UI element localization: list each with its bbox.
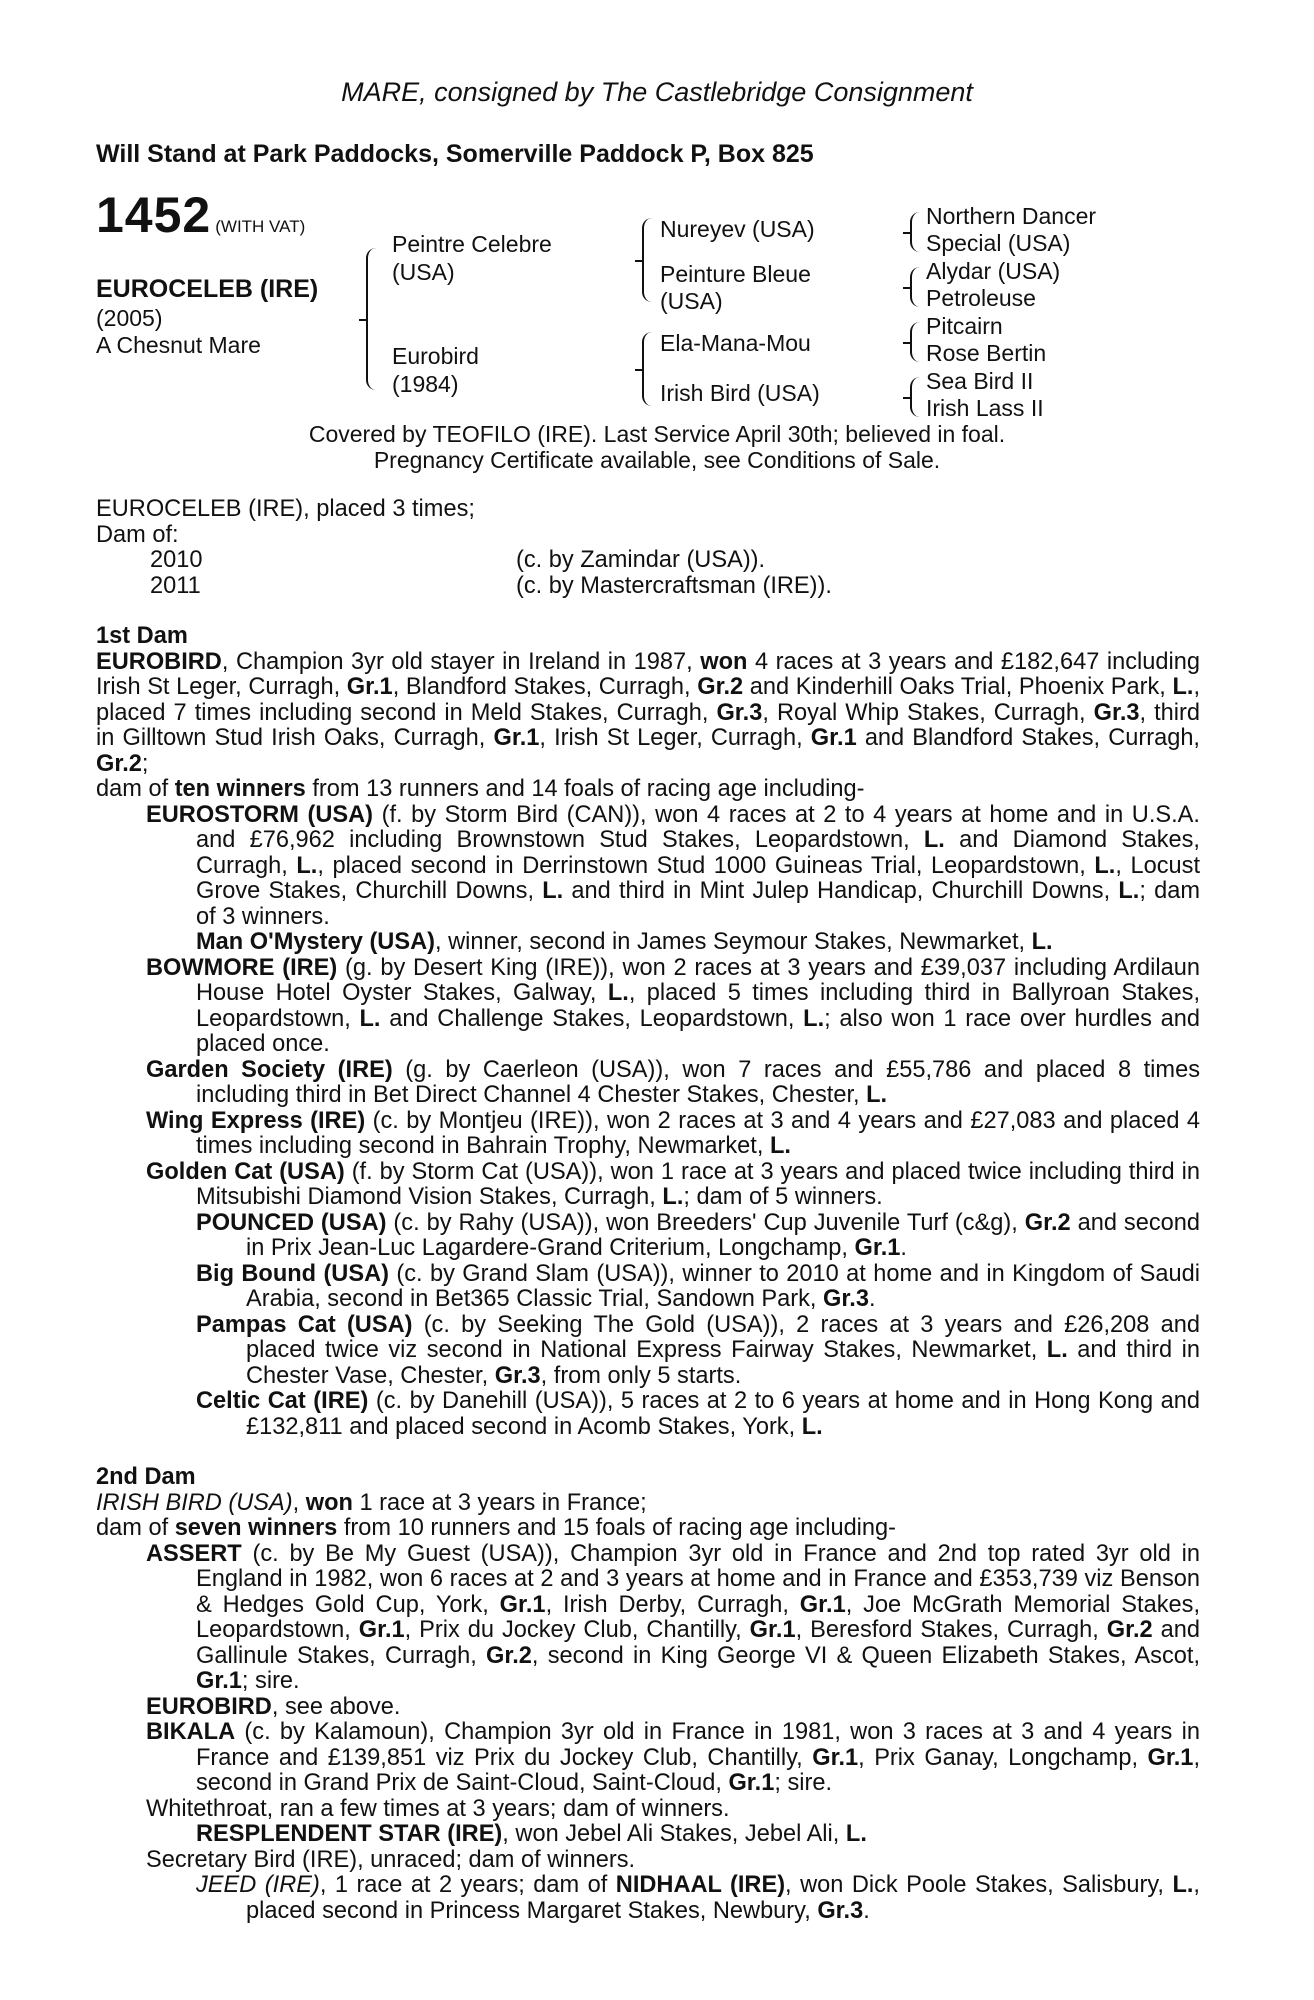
pedigree-sds: Alydar (USA) xyxy=(926,258,1061,284)
lot-number-line xyxy=(96,187,306,243)
pedigree-brace-sire xyxy=(642,218,652,302)
pedigree-brace-dd xyxy=(910,377,920,417)
pregnancy-line: Pregnancy Certificate available, see Conditions of Sale. xyxy=(373,447,941,473)
produce-eurostorm: EUROSTORM (USA) (f. by Storm Bird (CAN)), won 4 races at 2 to 4 years at home and in U.S.A. and £76,962 including Brownstown Stud Stakes, Leopardstown, L. and Diamond Stakes, Curragh, L., placed second in Derrinstown Stud 1000 Guineas Trial, Leopardstown, L., Locust Grove Stakes, Churchill Downs, L. and third in Mint Julep Handicap, Churchill Downs, L.; dam of 3 winners. xyxy=(146,801,1200,930)
stand-location: Will Stand at Park Paddocks, Somerville Paddock P, Box 825 xyxy=(96,140,814,168)
progeny-row: 2010 (c. by Zamindar (USA)). xyxy=(150,547,766,573)
record-summary: EUROCELEB (IRE), placed 3 times; xyxy=(96,496,475,522)
pedigree-brace-sd xyxy=(910,267,920,307)
horse-description: A Chesnut Mare xyxy=(96,332,261,358)
produce-big-bound: Big Bound (USA) (c. by Grand Slam (USA)), winner to 2010 at home and in Kingdom of Saudi Arabia, second in Bet365 Classic Trial, Sandown Park, Gr.3. xyxy=(196,1260,1200,1312)
produce-whitethroat: Whitethroat, ran a few times at 3 years; dam of winners. xyxy=(146,1795,730,1822)
produce-bowmore: BOWMORE (IRE) (g. by Desert King (IRE)), won 2 races at 3 years and £39,037 including Ardilaun House Hotel Oyster Stakes, Galway, L., placed 5 times including third in Ballyroan Stakes, Leopardstown, L. and Challenge Stakes, Leopardstown, L.; also won 1 race over hurdles and placed once. xyxy=(146,954,1201,1057)
pedigree-dam-sire: Ela-Mana-Mou xyxy=(660,330,811,356)
catalogue-body xyxy=(96,497,1200,1924)
horse-year: (2005) xyxy=(96,305,163,331)
produce-bikala: BIKALA (c. by Kalamoun), Champion 3yr old in France in 1981, won 3 races at 3 and 4 years in France and £139,851 viz Prix du Jockey Club, Chantilly, Gr.1, Prix Ganay, Longchamp, Gr.1, second in Grand Prix de Saint-Cloud, Saint-Cloud, Gr.1; sire. xyxy=(146,1719,1200,1796)
pedigree-brace-ss xyxy=(910,212,920,252)
page-title: MARE, consigned by The Castlebridge Consignment xyxy=(341,77,973,107)
pedigree-brace-dam xyxy=(642,332,652,406)
vat-note: (WITH VAT) xyxy=(215,217,306,236)
pedigree-ssd: Special (USA) xyxy=(926,230,1071,256)
pedigree-sire-dam: Peinture Bleue xyxy=(660,261,811,287)
lot-number: 1452 xyxy=(96,187,212,243)
produce-wing-express: Wing Express (IRE) (c. by Montjeu (IRE)), won 2 races at 3 and 4 years and £27,083 and placed 4 times including second in Bahrain Trophy, Newmarket, L. xyxy=(146,1107,1201,1159)
produce-man-o-mystery: Man O'Mystery (USA), winner, second in James Seymour Stakes, Newmarket, L. xyxy=(196,929,1053,955)
pedigree-sire-country: (USA) xyxy=(392,259,455,285)
second-dam-heading: 2nd Dam xyxy=(96,1464,196,1490)
produce-pounced: POUNCED (USA) (c. by Rahy (USA)), won Breeders' Cup Juvenile Turf (c&g), Gr.2 and second in Prix Jean-Luc Lagardere-Grand Criterium, Longchamp, Gr.1. xyxy=(196,1209,1200,1261)
pedigree-sire: Peintre Celebre xyxy=(392,231,552,257)
produce-celtic-cat: Celtic Cat (IRE) (c. by Danehill (USA)), 5 races at 2 to 6 years at home and in Hong Kong and £132,811 and placed second in Acomb Stakes, York, L. xyxy=(196,1388,1200,1440)
second-dam-record: IRISH BIRD (USA), won 1 race at 3 years in France; xyxy=(96,1489,647,1516)
pedigree-brace-ds xyxy=(910,322,920,362)
produce-pampas-cat: Pampas Cat (USA) (c. by Seeking The Gold (USA)), 2 races at 3 years and £26,208 and placed twice viz second in National Express Fairway Stakes, Newmarket, L. and third in Chester Vase, Chester, Gr.3, from only 5 starts. xyxy=(196,1311,1200,1389)
produce-assert: ASSERT (c. by Be My Guest (USA)), Champion 3yr old in France and 2nd top rated 3yr old in England in 1982, won 6 races at 2 and 3 years at home and in France and £353,739 viz Benson & Hedges Gold Cup, York, Gr.1, Irish Derby, Curragh, Gr.1, Joe McGrath Memorial Stakes, Leopardstown, Gr.1, Prix du Jockey Club, Chantilly, Gr.1, Beresford Stakes, Curragh, Gr.2 and Gallinule Stakes, Curragh, Gr.2, second in King George VI & Queen Elizabeth Stakes, Ascot, Gr.1; sire. xyxy=(146,1540,1201,1694)
pedigree-dss: Pitcairn xyxy=(926,313,1003,339)
covered-note xyxy=(0,421,1314,473)
pedigree-dsd: Rose Bertin xyxy=(926,340,1047,366)
produce-golden-cat: Golden Cat (USA) (f. by Storm Cat (USA)), won 1 race at 3 years and placed twice including third in Mitsubishi Diamond Vision Stakes, Curragh, L.; dam of 5 winners. xyxy=(146,1158,1201,1210)
pedigree-dam-dam: Irish Bird (USA) xyxy=(660,380,820,406)
pedigree-ddd: Irish Lass II xyxy=(926,395,1044,421)
produce-resplendent-star: RESPLENDENT STAR (IRE), won Jebel Ali Stakes, Jebel Ali, L. xyxy=(196,1821,867,1847)
pedigree-dds: Sea Bird II xyxy=(926,368,1034,394)
produce-eurobird: EUROBIRD, see above. xyxy=(146,1693,401,1720)
pedigree-dam: Eurobird xyxy=(392,343,479,369)
record-dam-of: Dam of: xyxy=(96,521,179,548)
pedigree-sss: Northern Dancer xyxy=(926,203,1097,229)
produce-garden-society: Garden Society (IRE) (g. by Caerleon (USA)), won 7 races and £55,786 and placed 8 times including third in Bet Direct Channel 4 Chester Stakes, Chester, L. xyxy=(146,1056,1200,1108)
produce-jeed: JEED (IRE), 1 race at 2 years; dam of NIDHAAL (IRE), won Dick Poole Stakes, Salisbury, L., placed second in Princess Margaret Stakes, Newbury, Gr.3. xyxy=(196,1872,1200,1924)
pedigree-sdd: Petroleuse xyxy=(926,285,1036,311)
pedigree-sire-dam-country: (USA) xyxy=(660,288,723,314)
pedigree-sire-sire: Nureyev (USA) xyxy=(660,216,815,242)
pedigree-dam-year: (1984) xyxy=(392,371,459,397)
pedigree-brace-gen1 xyxy=(366,248,376,390)
covered-line: Covered by TEOFILO (IRE). Last Service April 30th; believed in foal. xyxy=(308,421,1006,447)
horse-name: EUROCELEB (IRE) xyxy=(96,275,319,303)
first-dam-record: EUROBIRD, Champion 3yr old stayer in Ireland in 1987, won 4 races at 3 years and £182,647 including Irish St Leger, Curragh, Gr.1, Blandford Stakes, Curragh, Gr.2 and Kinderhill Oaks Trial, Phoenix Park, L., placed 7 times including second in Meld Stakes, Curragh, Gr.3, Royal Whip Stakes, Curragh, Gr.3, third in Gilltown Stud Irish Oaks, Curragh, Gr.1, Irish St Leger, Curragh, Gr.1 and Blandford Stakes, Curragh, Gr.2; xyxy=(96,648,1200,777)
second-dam-produce: dam of seven winners from 10 runners and 15 foals of racing age including- xyxy=(96,1515,897,1541)
first-dam-heading: 1st Dam xyxy=(96,623,188,649)
progeny-row: 2011 (c. by Mastercraftsman (IRE)). xyxy=(150,572,832,599)
first-dam-produce: dam of ten winners from 13 runners and 14 foals of racing age including- xyxy=(96,776,865,802)
produce-secretary-bird: Secretary Bird (IRE), unraced; dam of winners. xyxy=(146,1846,636,1873)
